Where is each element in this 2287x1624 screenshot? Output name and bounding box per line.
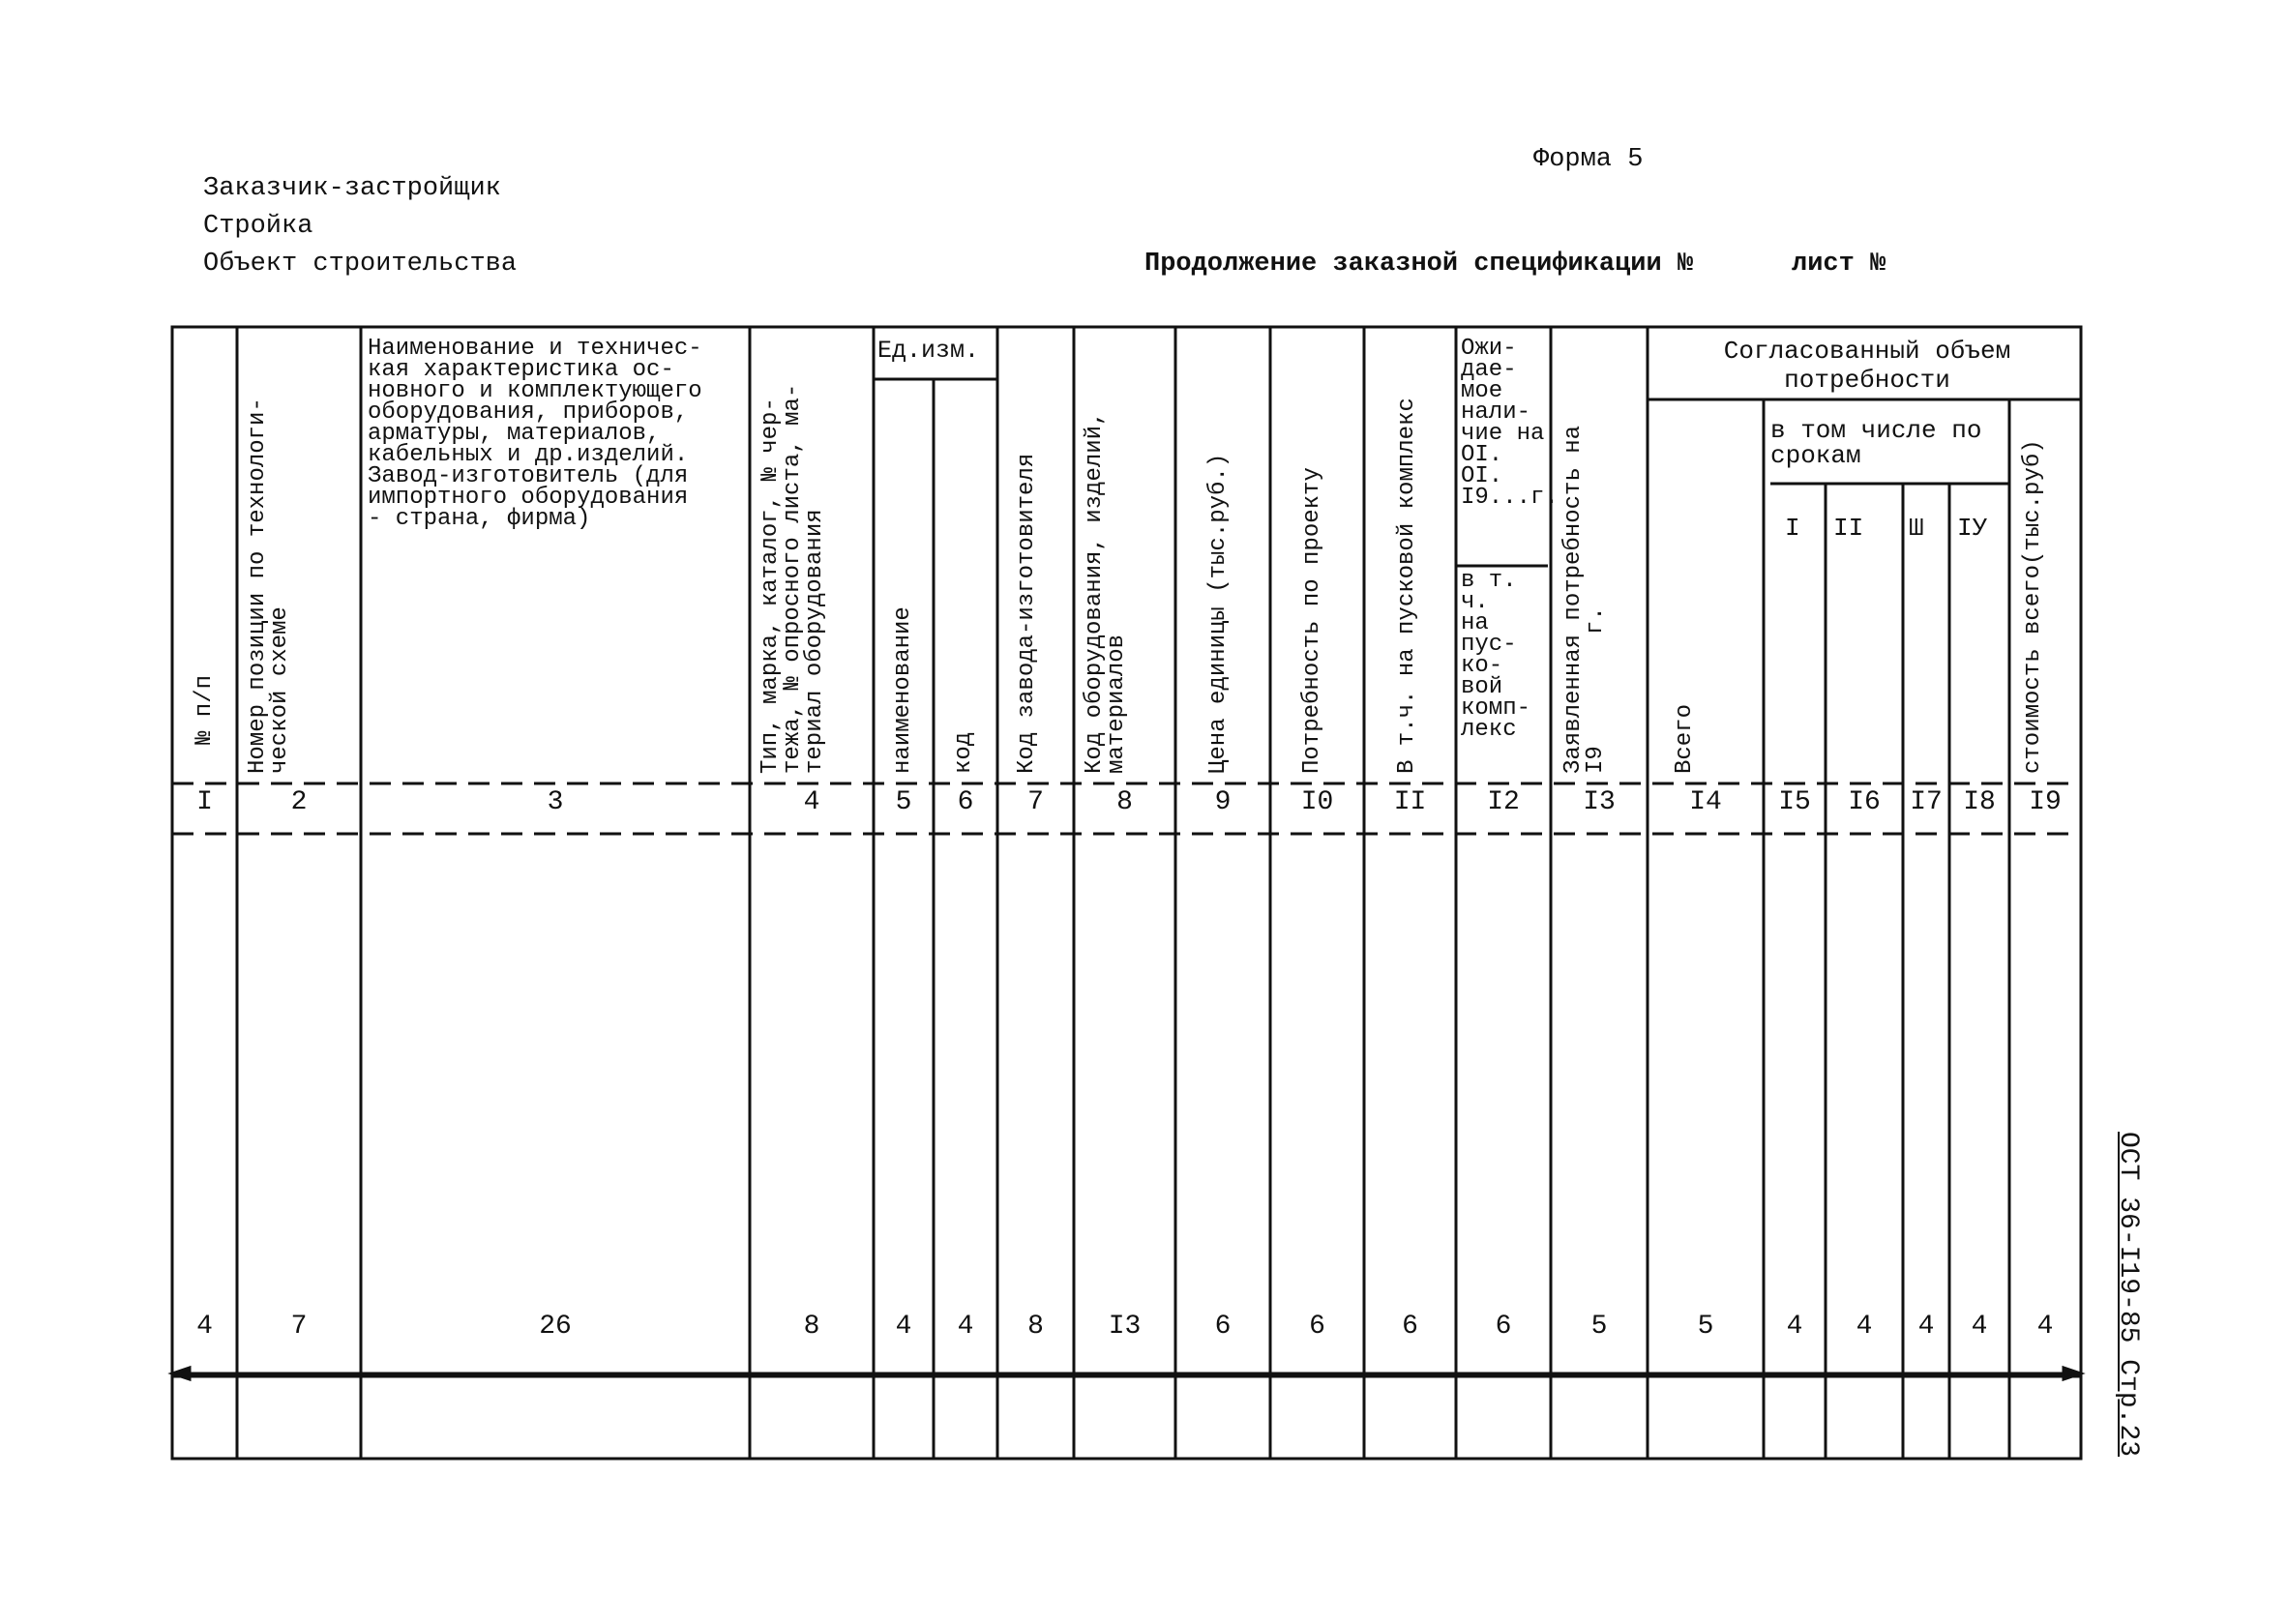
form-label: Форма 5 bbox=[1533, 145, 1644, 174]
unit-group-header: Ед.изм. bbox=[877, 337, 980, 365]
side-document-code: ОСТ 36-I19-85 Стр.23 bbox=[2113, 1132, 2143, 1458]
col16-header: II bbox=[1833, 514, 1864, 543]
col18-header: IУ bbox=[1957, 514, 1988, 543]
terms-group-header: в том числе по срокам bbox=[1770, 416, 1982, 470]
col-number: 6 bbox=[957, 787, 974, 817]
col-width: 8 bbox=[803, 1312, 820, 1342]
col-width: 4 bbox=[957, 1312, 974, 1342]
col-width: 4 bbox=[895, 1312, 912, 1342]
col17-header: Ш bbox=[1909, 514, 1924, 543]
col-width: 4 bbox=[1971, 1312, 1988, 1342]
col6-header: код bbox=[951, 731, 977, 774]
object-label: Объект строительства bbox=[203, 250, 518, 279]
site-label: Стройка bbox=[203, 212, 313, 241]
col-width: 26 bbox=[539, 1312, 572, 1342]
col-number: I5 bbox=[1778, 787, 1811, 817]
col-width: I3 bbox=[1108, 1312, 1142, 1342]
col-number: I bbox=[196, 787, 213, 817]
col-number: I3 bbox=[1583, 787, 1616, 817]
col12-bottom-header: в т. ч. на пус- ко- вой комп- лекс bbox=[1461, 568, 1531, 743]
col-number: I7 bbox=[1910, 787, 1943, 817]
col-number: I8 bbox=[1963, 787, 1996, 817]
col10-header: Потребность по проекту bbox=[1299, 467, 1325, 774]
col11-header: В т.ч. на пусковой комплекс bbox=[1394, 398, 1420, 774]
col-number: 8 bbox=[1116, 787, 1133, 817]
col-number: I9 bbox=[2029, 787, 2062, 817]
col-width: 4 bbox=[1856, 1312, 1873, 1342]
col-width: 4 bbox=[1917, 1312, 1935, 1342]
col-number: 7 bbox=[1027, 787, 1044, 817]
col-width: 4 bbox=[196, 1312, 213, 1342]
col15-header: I bbox=[1785, 514, 1800, 543]
col-number: 2 bbox=[290, 787, 308, 817]
col5-header: наименование bbox=[890, 606, 916, 774]
col7-header: Код завода-изготовителя bbox=[1014, 453, 1040, 774]
col-width: 8 bbox=[1027, 1312, 1044, 1342]
col-width: 4 bbox=[1786, 1312, 1803, 1342]
col-width: 4 bbox=[2036, 1312, 2054, 1342]
col2-header: Номер позиции по технологи- ческой схеме bbox=[245, 398, 293, 774]
col-number: II bbox=[1393, 787, 1427, 817]
col3-header: Наименование и техничес- кая характеристика ос- новного и комплектующего оборудования, приборов, арматуры, материалов, кабельных и др.изделий. Завод-изготовитель (для импортного оборудования - страна, фирма) bbox=[368, 336, 702, 532]
col-number: I6 bbox=[1848, 787, 1881, 817]
col-number: I4 bbox=[1689, 787, 1722, 817]
col-width: 6 bbox=[1402, 1312, 1418, 1342]
col-number: 9 bbox=[1214, 787, 1232, 817]
col-width: 6 bbox=[1309, 1312, 1325, 1342]
col13-header: Заявленная потребность на I9 г. bbox=[1560, 425, 1609, 774]
col-width: 7 bbox=[290, 1312, 308, 1342]
agreed-group-header: Согласованный объем потребности bbox=[1723, 337, 2011, 395]
col-width: 6 bbox=[1214, 1312, 1232, 1342]
col-width: 6 bbox=[1495, 1312, 1512, 1342]
col-width: 5 bbox=[1697, 1312, 1714, 1342]
continuation-title: Продолжение заказной спецификации № bbox=[1144, 250, 1694, 279]
col12-top-header: Ожи- дае- мое нали- чие на ОI. ОI. I9...г. bbox=[1461, 336, 1559, 511]
col-number: 4 bbox=[803, 787, 820, 817]
col-number: 5 bbox=[895, 787, 912, 817]
col-number: I2 bbox=[1487, 787, 1520, 817]
sheet-label: лист № bbox=[1792, 250, 1886, 279]
col8-header: Код оборудования, изделий, материалов bbox=[1082, 411, 1130, 774]
col-width: 5 bbox=[1590, 1312, 1608, 1342]
col-number: 3 bbox=[547, 787, 564, 817]
col1-header: № п/п bbox=[192, 674, 218, 745]
col19-header: стоимость всего(тыс.руб) bbox=[2020, 439, 2046, 774]
col9-header: Цена единицы (тыс.руб.) bbox=[1205, 453, 1232, 774]
col14-header: Всего bbox=[1672, 703, 1698, 774]
customer-label: Заказчик-застройщик bbox=[203, 174, 501, 203]
col4-header: Тип, марка, каталог, № чер- тежа, № опросного листа, ма- териал оборудования bbox=[757, 383, 828, 774]
col-number: I0 bbox=[1300, 787, 1334, 817]
